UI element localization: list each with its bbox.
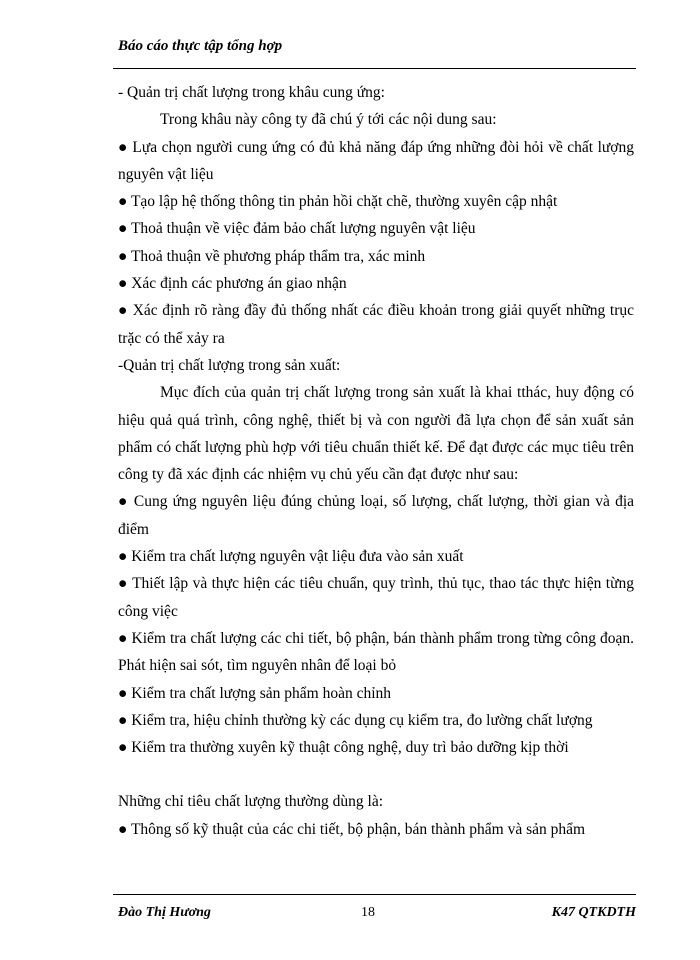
- bullet-item: ● Kiểm tra chất lượng sản phẩm hoàn chỉnh: [118, 684, 392, 702]
- bullet-item: ● Thiết lập và thực hiện các tiêu chuẩn, quy trình, thủ tục, thao tác thực hiện từng công việc: [118, 575, 634, 620]
- bullet-item: ● Xác định rõ ràng đầy đủ thống nhất các điều khoản trong giải quyết những trục trặc có thể xảy ra: [118, 302, 634, 347]
- bullet-item: ● Thoả thuận về việc đảm bảo chất lượng nguyên vật liệu: [118, 220, 476, 238]
- bullet-item: ● Lựa chọn người cung ứng có đủ khả năng đáp ứng những đòi hỏi về chất lượng nguyên vật liệu: [118, 138, 634, 183]
- bullet-item: ● Thoả thuận về phương pháp thẩm tra, xác minh: [118, 247, 426, 265]
- footer-rule: [113, 894, 636, 895]
- bullet-item: ● Kiểm tra, hiệu chỉnh thường kỳ các dụng cụ kiểm tra, đo lường chất lượng: [118, 711, 593, 729]
- bullet-item: ● Tạo lập hệ thống thông tin phản hồi chặt chẽ, thường xuyên cập nhật: [118, 193, 558, 211]
- bullet-item: ● Thông số kỹ thuật của các chi tiết, bộ phận, bán thành phẩm và sản phẩm: [118, 820, 586, 838]
- bullet-item: ● Xác định các phương án giao nhận: [118, 275, 347, 293]
- page-header: Báo cáo thực tập tổng hợp: [118, 38, 283, 54]
- intro-paragraph: Mục đích của quản trị chất lượng trong sản xuất là khai tthác, huy động có hiệu quả quá trình, công nghệ, thiết bị và con người đã lựa chọn để sản xuất sản phẩm có chất lượng phù hợp với tiêu chuẩn thiết kế. Để đạt được các mục tiêu trên công ty đã xác định các nhiệm vụ chủ yếu cần đạt được như sau:: [118, 384, 634, 484]
- bullet-item: ● Kiểm tra chất lượng các chi tiết, bộ phận, bán thành phẩm trong từng công đoạn. Phát hiện sai sót, tìm nguyên nhân để loại bỏ: [118, 629, 634, 675]
- header-rule: [113, 68, 636, 69]
- document-body: [118, 79, 634, 843]
- footer-author: Đào Thị Hương: [118, 905, 211, 920]
- bullet-item: ● Cung ứng nguyên liệu đúng chủng loại, số lượng, chất lượng, thời gian và địa điểm: [118, 493, 634, 538]
- paragraph-gap: [118, 761, 634, 788]
- bullet-item: ● Kiểm tra thường xuyên kỹ thuật công nghệ, duy trì bảo dưỡng kịp thời: [118, 739, 569, 757]
- page-number: 18: [361, 905, 375, 920]
- bullet-item: ● Kiểm tra chất lượng nguyên vật liệu đưa vào sản xuất: [118, 548, 464, 566]
- section-heading: -Quản trị chất lượng trong sản xuất:: [118, 356, 341, 374]
- section-heading: Những chỉ tiêu chất lượng thường dùng là:: [118, 793, 384, 811]
- footer-class-code: K47 QTKDTH: [551, 905, 636, 920]
- intro-paragraph: Trong khâu này công ty đã chú ý tới các nội dung sau:: [160, 111, 497, 129]
- section-heading: - Quản trị chất lượng trong khâu cung ứng:: [118, 84, 385, 101]
